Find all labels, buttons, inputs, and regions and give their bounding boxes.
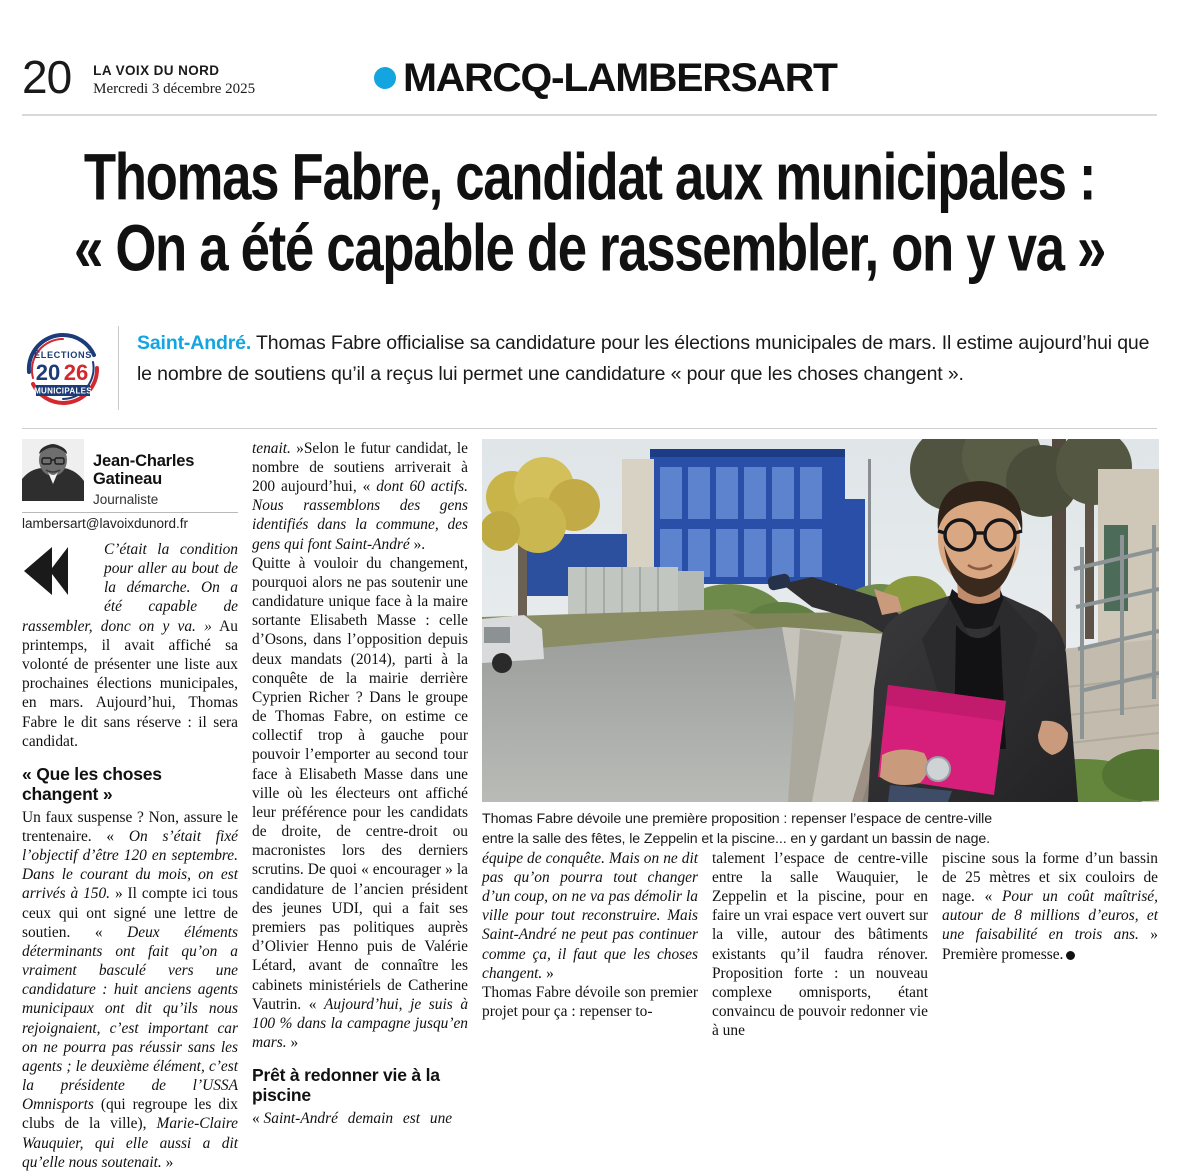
quotation-mark-icon	[22, 544, 96, 598]
headline-line-2: « On a été capable de rassembler, on y va »	[73, 210, 1106, 285]
run-b: ».	[409, 535, 426, 553]
run-b: » Première promesse.	[942, 926, 1158, 963]
column-1	[22, 439, 238, 1172]
standfirst-row	[22, 326, 1157, 420]
paragraph	[482, 849, 698, 983]
run-c: Quitte à vouloir du changement, pourquoi alors ne pas soutenir une candidature unique face à la maire sortante Elisabeth Masse : celle d’Osons, dans l’opposition depuis deux mandats (2014), parti à la conquête de la mairie derrière Cyprien Richer ? Dans le groupe de Thomas Fabre, on estime ce collectif trop à gauche pour pouvoir l’emporter au second tour face à Elisabeth Masse dans une ville où les électeurs ont affiché leur préférence pour les candidats de droite, de centre-droit ou macronistes lors des derniers scrutins. De quoi « encourager » la candidature de l’ancien président des jeunes UDI, qui a fait ses premiers pas politiques auprès d’Olivier Henno puis de Valérie Létard, avant de connaître les cabinets ministériels de Catherine Vautrin. «	[252, 554, 468, 1013]
end-of-article-mark	[1066, 951, 1075, 960]
page-number: 20	[22, 51, 72, 103]
quote-italic-3: Deux éléments déterminants ont fait qu’on a vraiment basculé vers une candidature : huit anciens agents municipaux ont dit qu’ils nous rejoignaient, c’est important car on ne pourra pas réussir sans les agents ; le deuxième élément, c’est la présidente de l’USSA Omnisports	[22, 923, 238, 1114]
quote-italic-5: dont 60 actifs. Nous rassemblons des gens identifiés dans la commune, des gens qui font Saint-André	[252, 478, 468, 553]
bullet-dot-icon	[374, 67, 396, 89]
section-header	[374, 56, 837, 100]
headline-line-1: Thomas Fabre, candidat aux municipales :	[83, 139, 1096, 214]
paragraph-rest-1: Au printemps, il avait affiché sa volonté de présenter une liste aux prochaines élections municipales, en mars. Aujourd’hui, Thomas Fabre le dit sans réserve : il sera candidat.	[22, 617, 238, 750]
paragraph	[942, 849, 1158, 964]
top-columns	[22, 439, 1157, 1172]
column-4	[712, 849, 928, 1041]
standfirst-lede: Saint-André.	[137, 331, 252, 354]
quote-italic-1: C’était la condition pour aller au bout de la démarche. On a été capable de rassembler, donc on y va. »	[22, 540, 238, 635]
paper-name: LA VOIX DU NORD	[93, 63, 220, 79]
svg-text:20: 20	[35, 359, 61, 385]
paper-identity	[93, 63, 255, 102]
quote-italic-8: équipe de conquête. Mais on ne dit pas qu’on pourra tout changer d’un coup, on ne va pas démolir la ville pour tout reconstruire. Mais Saint-André ne peut pas continuer comme ça, il faut que les choses changent.	[482, 849, 698, 982]
standfirst-divider	[118, 326, 119, 410]
column-1-subhead: « Que les choses changent »	[22, 763, 162, 804]
standfirst-text	[137, 326, 1157, 391]
column-5-text	[942, 849, 1158, 964]
masthead	[22, 0, 1157, 102]
standfirst-body: Thomas Fabre officialise sa candidature pour les élections municipales de mars. Il estime aujourd’hui que le nombre de soutiens qu’il a reçus lui permet une candidature « pour que les choses changent ».	[137, 331, 1150, 386]
byline	[22, 439, 238, 507]
paragraph	[252, 1109, 468, 1128]
article-photo	[482, 439, 1159, 802]
quote-italic-6: Aujourd’hui, je suis à 100 % dans la campagne jusqu’en mars.	[252, 995, 469, 1052]
run-b: » Il compte ici tous ceux qui ont signé une lettre de soutien. «	[22, 885, 238, 941]
publication-date: Mercredi 3 décembre 2025	[93, 81, 256, 97]
run-e: «	[252, 1110, 264, 1128]
paragraph	[482, 983, 698, 1021]
run-a: Un faux suspense ? Non, assure le trentenaire. «	[22, 808, 238, 845]
journalist-photo	[22, 439, 84, 501]
column-2	[252, 439, 468, 1172]
quote-italic-4: Marie-Claire Wauquier, qui elle aussi a dit qu’elle nous soutenait.	[22, 1115, 238, 1171]
column-2-subhead: Prêt à redonner vie à la piscine	[252, 1065, 440, 1106]
quote-italic-2: On s’était fixé l’objectif d’être 120 en septembre. Dans le courant du mois, on est arrivés à 150.	[22, 827, 238, 903]
section-title: MARCQ-LAMBERSART	[403, 56, 837, 100]
column-3-text	[482, 849, 698, 1022]
run-a: Selon le futur candidat, le nombre de soutiens arriverait à 200 aujourd’hui, «	[252, 439, 469, 496]
column-1-text	[22, 540, 238, 751]
run-d: »	[286, 1034, 299, 1052]
svg-text:ÉLECTIONS: ÉLECTIONS	[34, 349, 92, 360]
caption-line-2: entre la salle des fêtes, le Zeppelin et la piscine... en y gardant un bassin de nage.	[482, 830, 990, 847]
run-a: »	[542, 964, 554, 982]
masthead-rule	[22, 114, 1157, 116]
photo-caption	[482, 809, 1159, 849]
article-headline	[45, 139, 1135, 285]
byline-text	[93, 439, 194, 507]
column-1-text-2	[22, 808, 238, 1172]
svg-text:26: 26	[63, 359, 89, 385]
column-3	[482, 849, 698, 1041]
caption-line-1: Thomas Fabre dévoile une première proposition : repenser l’espace de centre-ville	[482, 810, 993, 827]
journalist-name-line-2: Gatineau	[93, 470, 163, 489]
photo-block	[482, 439, 1159, 849]
journalist-email: lambersart@lavoixdunord.fr	[22, 512, 238, 531]
column-2-text-2	[252, 1109, 468, 1128]
col2-lead-italic: tenait.	[252, 439, 291, 457]
run-a: piscine sous la forme d’un bassin de 25 mètres et six couloirs de nage. «	[942, 849, 1158, 906]
paragraph: tenait. »Selon le futur candidat, le nombre de soutiens arriverait à 200 aujourd’hui, « dont 60 actifs. Nous rassemblons des gens identifiés dans la commune, des gens qui font Saint-André ».	[252, 439, 469, 553]
column-2-text	[252, 439, 468, 1053]
quote-italic-7: Saint-André demain est une	[263, 1110, 453, 1128]
standfirst-rule	[22, 428, 1157, 429]
column-5	[942, 849, 1158, 1041]
elections-2026-logo	[22, 328, 104, 410]
column-4-text	[712, 849, 928, 1041]
run-d: »	[161, 1153, 174, 1171]
run-c: (qui regroupe les dix clubs de la ville),	[22, 1096, 238, 1133]
journalist-name-line-1: Jean-Charles	[93, 451, 195, 470]
paragraph	[252, 554, 468, 1052]
quote-italic-9: Pour un coût maîtrisé, autour de 8 millions d’euros, et une faisabilité en trois ans.	[942, 888, 1158, 944]
journalist-role: Journaliste	[93, 491, 159, 507]
article-body	[22, 439, 1157, 1172]
paragraph: talement l’espace de centre-ville entre la salle Wauquier, le Zeppelin et la piscine, pour en faire un vrai espace vert ouvert sur la ville, autour des bâtiments existants qu’il faudra rénover. Proposition forte : un nouveau complexe omnisports, étant convaincu de pouvoir redonner vie à une	[712, 849, 928, 1040]
paragraph	[22, 808, 238, 1172]
run-b: Thomas Fabre dévoile son premier projet pour ça : repenser to-	[482, 983, 698, 1021]
svg-text:MUNICIPALES: MUNICIPALES	[34, 386, 92, 396]
bottom-columns	[482, 849, 1159, 1041]
